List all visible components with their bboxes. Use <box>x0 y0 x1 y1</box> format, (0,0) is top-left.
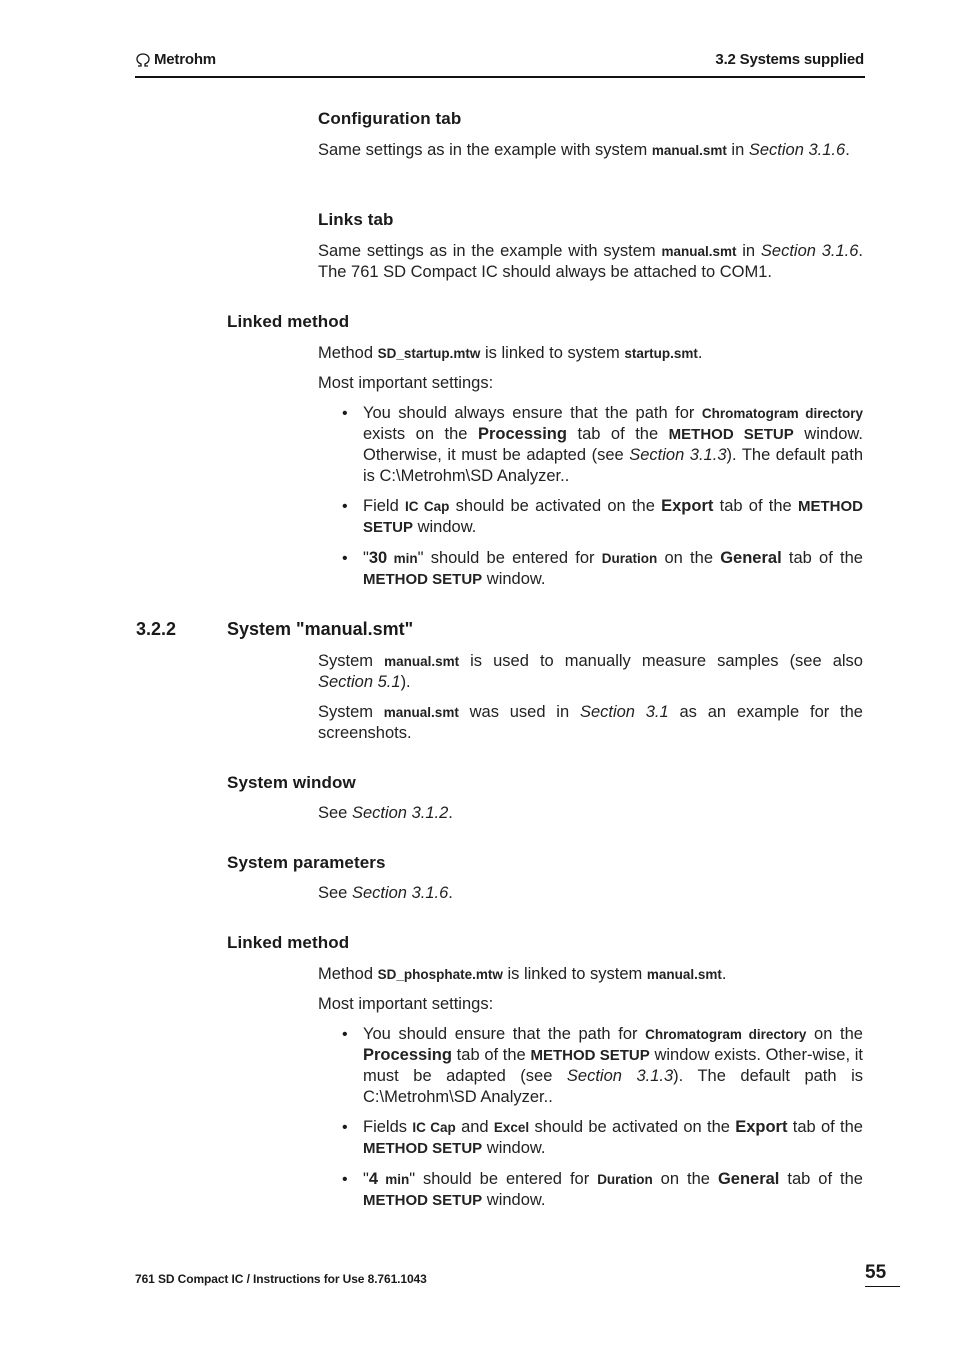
heading-configuration-tab: Configuration tab <box>318 109 462 128</box>
system-parameters-paragraph: See Section 3.1.6. <box>318 884 453 902</box>
system-file-name: manual.smt <box>651 143 727 158</box>
section-title: System "manual.smt" <box>227 619 414 639</box>
links-tab-paragraph: Same settings as in the example with system manual.smt in Section 3.1.6. The 761 SD Compact IC should always be attached to COM1. <box>318 242 864 281</box>
list-item: Fields IC Cap and Excel should be activated on the Export tab of the METHOD SETUP window. <box>363 1118 863 1157</box>
bullet-icon: • <box>342 1026 348 1043</box>
system-file-name: manual.smt <box>661 244 737 259</box>
system-file-name: manual.smt <box>646 967 722 982</box>
section-reference: Section 3.1.6 <box>760 242 859 260</box>
settings-intro: Most important settings: <box>318 995 494 1013</box>
bullet-icon: • <box>342 498 348 515</box>
settings-intro: Most important settings: <box>318 374 494 392</box>
page-number: 55 <box>865 1262 887 1283</box>
bullet-icon: • <box>342 1119 348 1136</box>
method-file-name: SD_startup.mtw <box>377 346 481 361</box>
config-tab-paragraph: Same settings as in the example with system manual.smt in Section 3.1.6. <box>318 141 850 159</box>
list-item: You should always ensure that the path for Chromatogram directory exists on the Processing tab of the METHOD SETUP window. Otherwise, it must be adapted (see Section 3.1.3). The default path is C:\Metrohm\SD Analyzer.. <box>363 404 863 485</box>
page-number-rule <box>865 1286 900 1287</box>
section-reference: Section 3.1.6 <box>748 141 846 159</box>
header-section-title: 3.2 Systems supplied <box>715 51 864 68</box>
method-file-name: SD_phosphate.mtw <box>377 967 503 982</box>
linked-method-paragraph: Method SD_startup.mtw is linked to system startup.smt. <box>318 344 703 362</box>
brand-name: Metrohm <box>154 51 216 68</box>
section-number: 3.2.2 <box>136 619 177 639</box>
heading-system-parameters: System parameters <box>227 853 386 872</box>
heading-system-window: System window <box>227 773 356 792</box>
section-paragraph: System manual.smt is used to manually measure samples (see also Section 5.1). <box>318 652 863 691</box>
bullet-icon: • <box>342 405 348 422</box>
list-item: You should ensure that the path for Chromatogram directory on the Processing tab of the METHOD SETUP window exists. Other-wise, it must be adapted (see Section 3.1.3). The default path is C:\Metrohm\SD Analyzer.. <box>363 1025 863 1106</box>
heading-linked-method: Linked method <box>227 933 350 952</box>
footer-document-title: 761 SD Compact IC / Instructions for Use 8.761.1043 <box>135 1272 427 1286</box>
header-rule <box>135 76 865 78</box>
system-window-paragraph: See Section 3.1.2. <box>318 804 453 822</box>
brand-logo <box>135 51 216 68</box>
heading-linked-method: Linked method <box>227 312 350 331</box>
list-item: Field IC Cap should be activated on the Export tab of the METHOD SETUP window. <box>363 497 863 536</box>
bullet-icon: • <box>342 550 348 567</box>
system-file-name: startup.smt <box>624 346 698 361</box>
linked-method-paragraph: Method SD_phosphate.mtw is linked to system manual.smt. <box>318 965 727 983</box>
section-paragraph: System manual.smt was used in Section 3.1 as an example for the screenshots. <box>318 703 863 742</box>
bullet-icon: • <box>342 1171 348 1188</box>
list-item: "4 min" should be entered for Duration on the General tab of the METHOD SETUP window. <box>363 1170 863 1209</box>
heading-links-tab: Links tab <box>318 210 394 229</box>
list-item: "30 min" should be entered for Duration on the General tab of the METHOD SETUP window. <box>363 549 863 588</box>
metrohm-omega-icon <box>135 52 151 68</box>
